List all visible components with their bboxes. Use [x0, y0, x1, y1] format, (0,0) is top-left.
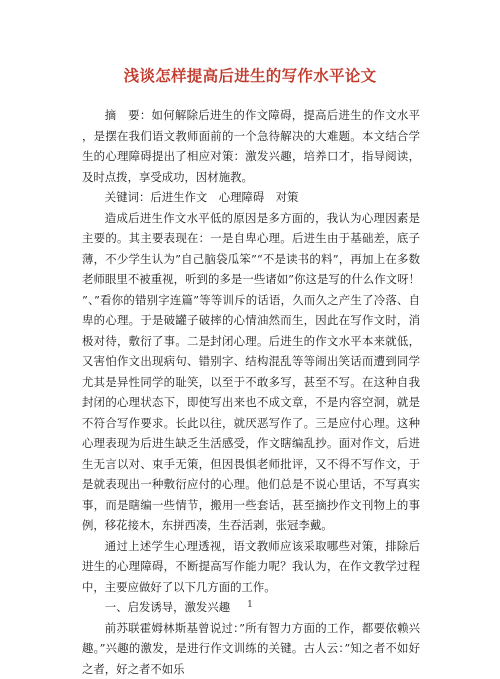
body-paragraph: 通过上述学生心理透视，语文教师应该采取哪些对策，排除后进生的心理障碍，不断提高写作能力呢？我认为，在作文教学过程中，主要应做好了以下几方面的工作。 — [82, 536, 420, 598]
abstract-paragraph: 摘 要：如何解除后进生的作文障碍，提高后进生的作文水平，是摆在我们语文教师面前的一个急待解决的大难题。本文结合学生的心理障碍提出了相应对策：激发兴趣，培养口才，指导阅读，及时点拨，享受成功，因材施教。 — [82, 105, 420, 187]
keywords-paragraph: 关键词：后进生作文 心理障碍 对策 — [82, 187, 420, 208]
document-title: 浅谈怎样提高后进生的写作水平论文 — [0, 66, 500, 86]
document-body — [82, 105, 420, 679]
section-heading: 一、启发诱导，激发兴趣 — [82, 597, 420, 618]
body-paragraph: 造成后进生作文水平低的原因是多方面的，我认为心理因素是主要的。其主要表现在：一是自卑心理。后进生由于基础差，底子薄，不少学生认为”自己脑袋瓜笨”“不是读书的料”，再加上在多数老师眼里不被重视，听到的多是一些诸如”你这是写的什么作文呀！”、”看你的错别字连篇”等等训斥的话语，久而久之产生了冷落、自卑的心理。于是破罐子破摔的心情油然而生，因此在写作文时，消极对待，敷衍了事。二是封闭心理。后进生的作文水平本来就低，又害怕作文出现病句、错别字、结构混乱等等闹出笑话而遭到同学尤其是异性同学的耻笑，以至于不敢多写，甚至不写。在这种自我封闭的心理状态下，即使写出来也不成文章，不是内容空洞，就是不符合写作要求。长此以往，就厌恶写作了。三是应付心理。这种心理表现为后进生缺乏生活感受，作文瞎编乱抄。面对作文，后进生无言以对、束手无策，但因畏惧老师批评，又不得不写作文，于是就表现出一种敷衍应付的心理。他们总是不说心里话，不写真实事，而是瞎编一些情节，搬用一些套话，甚至摘抄作文刊物上的事例，移花接木，东拼西凑，生吞活剥，张冠李戴。 — [82, 208, 420, 536]
body-paragraph: 前苏联霍姆林斯基曾说过：”所有智力方面的工作，都要依赖兴趣。”兴趣的激发，是进行作文训练的关键。古人云：”知之者不如好之者，好之者不如乐 — [82, 618, 420, 679]
page-number: 1 — [0, 600, 500, 610]
